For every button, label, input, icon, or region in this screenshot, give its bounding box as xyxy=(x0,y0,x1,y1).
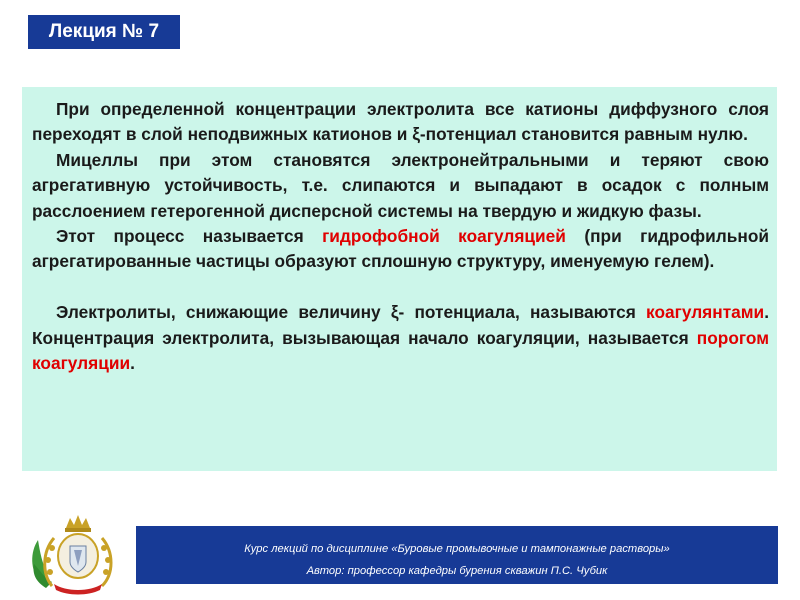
term-coagulation-threshold: порогом коагуляции xyxy=(32,327,769,374)
paragraph-coagulants xyxy=(32,300,769,376)
paragraph-hydrophobic-coagulation xyxy=(32,224,769,275)
footer-course-title: Курс лекций по дисциплине «Буровые промывочные и тампонажные растворы» xyxy=(244,543,670,555)
footer-course-info xyxy=(136,526,778,584)
paragraph-text: . Концентрация электролита, вызывающая начало коагуляции, называется xyxy=(32,302,769,348)
paragraph-text: Электролиты, снижающие величину ξ- потенциала, называются xyxy=(56,302,647,323)
university-logo xyxy=(28,512,128,596)
paragraph-zeta-potential: При определенной концентрации электролита все катионы диффузного слоя переходят в слой неподвижных катионов и ξ-потенциал становится равным нулю. xyxy=(32,99,769,145)
term-hydrophobic-coagulation: гидрофобной коагуляцией xyxy=(322,226,566,247)
lecture-text-box xyxy=(22,87,777,471)
paragraph-spacer xyxy=(32,275,769,300)
paragraph-micelles: Мицеллы при этом становятся электронейтральными и теряют свою агрегативную устойчивость, т.е. слипаются и выпадают в осадок с полным расслоением гетерогенной дисперсной системы на твердую и жидкую фазы. xyxy=(32,149,769,221)
paragraph-text: (при гидрофильной агрегатированные частицы образуют сплошную структуру, именуемую гелем). xyxy=(32,226,769,272)
lecture-number-badge: Лекция № 7 xyxy=(28,15,180,49)
footer-author: Автор: профессор кафедры бурения скважин П.С. Чубик xyxy=(306,565,608,577)
paragraph-text: Этот процесс называется xyxy=(56,226,323,247)
paragraph-text: . xyxy=(130,353,135,374)
term-coagulants: коагулянтами xyxy=(646,302,765,323)
